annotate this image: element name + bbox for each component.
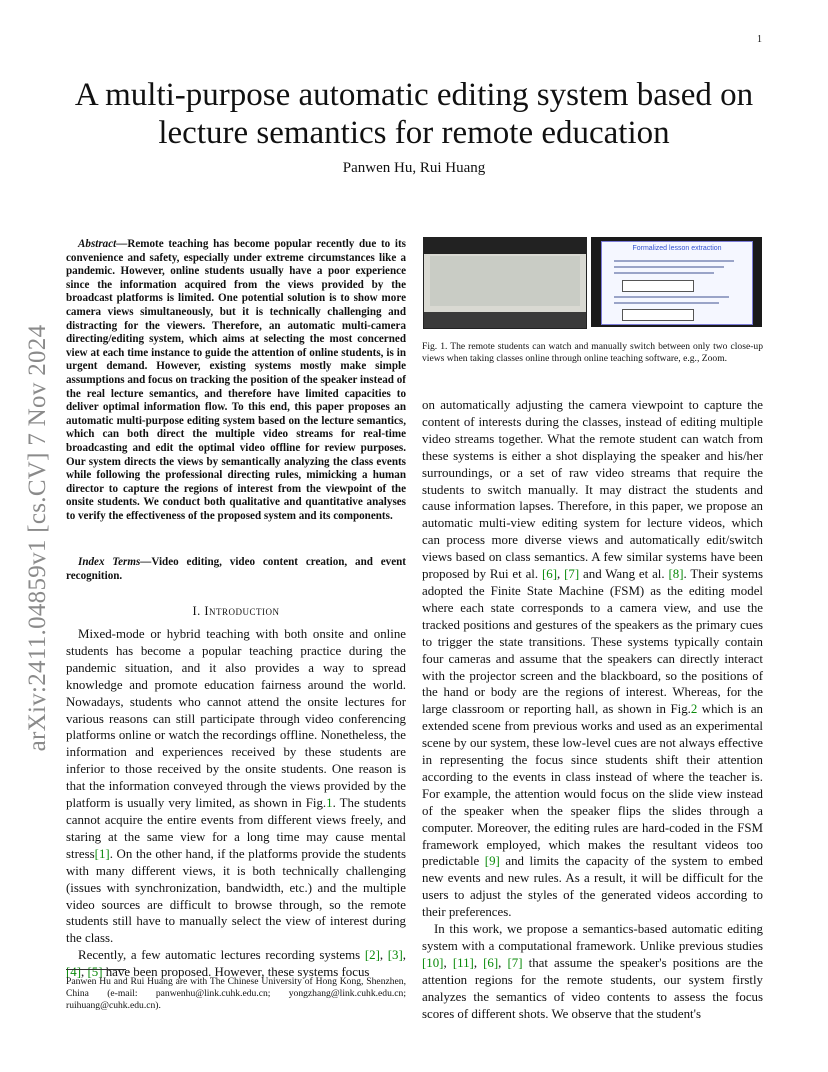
text-span: Mixed-mode or hybrid teaching with both onsite and online students has become a popular teaching practice during the pandemic situation, and it also provides a way to spread knowledge and promote education fairness around the world. Nowadays, students who cannot attend the onsite lectures for various reasons can still participate through video conferencing platforms online or watch the recordings offline. Nonetheless, the information and experiences received by these students are inferior to those received by the onsite students. One reason is that the information conveyed through the views provided by the platform is usually very limited, as shown in Fig. — [66, 627, 406, 811]
slide-code-box — [622, 309, 694, 321]
citation-link[interactable]: [1] — [94, 846, 110, 861]
right-paragraph-2 — [422, 921, 763, 1022]
text-span: , — [473, 955, 484, 970]
footnote: Panwen Hu and Rui Huang are with The Chinese University of Hong Kong, Shenzhen, China (e-mail: panwenhu@link.cuhk.edu.cn; yongzhang@link.cuhk.edu.cn; ruihuang@cuhk.edu.cn). — [66, 976, 406, 1012]
text-span: . Their systems adopted the Finite State Machine (FSM) as the editing model where each state corresponds to a camera view, and use the tracked positions and gestures of the speakers as the primary cues to trigger the state transitions. These systems typically contain four cameras and assume that the speakers can directly interact with the projector screen and the blackboard, so the positions of the hand or body are the regions of interest. Whereas, for the large classroom or reporting hall, as shown in Fig. — [422, 567, 763, 717]
text-span: and limits the capacity of the system to embed new events and new rules. As a result, it will be difficult for the users to adjust the styles of the generated videos according to their preferences. — [422, 854, 763, 920]
intro-column — [66, 626, 406, 981]
abstract-text: Remote teaching has become popular recently due to its convenience and safety, especially under extreme circumstances like a pandemic. However, online students usually have a poor experience since the information acquired from the views provided by the broadcast platforms is limited. One potential solution is to show more camera views simultaneously, but it is technically challenging and distracting for the viewers. Therefore, an automatic multi-camera directing/editing system, which aims at selecting the most concerned view at each time instance to guide the attention of online students, is in urgent demand. However, existing systems mostly make simple assumptions and focus on tracking the position of the speaker instead of the real lecture semantics, and therefore have limited capacities to deliver optimal information flow. To this end, this paper proposes an automatic multi-purpose editing system based on the lecture semantics, which can both direct the multiple video streams for real-time broadcasting and edit the optimal video offline for review purposes. Our system directs the views by semantically analyzing the class events while following the professional directing rules, mimicking a human director to capture the regions of interest from the viewpoint of the onsite students. We conduct both qualitative and quantitative analyses to verify the effectiveness of the proposed system and its components. — [66, 238, 406, 522]
abstract-label: Abstract— — [78, 238, 128, 250]
text-span: , — [379, 948, 388, 963]
index-terms-text: Video editing, video content creation, and event recognition. — [66, 556, 406, 582]
citation-link[interactable]: [8] — [668, 567, 684, 582]
citation-link[interactable]: [6] — [541, 567, 558, 582]
citation-link[interactable]: [11] — [452, 955, 474, 970]
slide-screen — [601, 241, 753, 325]
classroom-blackboard — [430, 256, 580, 306]
text-span: and Wang et al. — [579, 567, 669, 582]
index-terms-label: Index Terms— — [78, 556, 152, 568]
slide-text-line — [614, 260, 734, 262]
citation-link[interactable]: [6] — [483, 955, 499, 970]
slide-text-line — [614, 272, 714, 274]
paper-authors: Panwen Hu, Rui Huang — [342, 160, 486, 176]
figure-link[interactable]: 2 — [690, 702, 698, 717]
page-number: 1 — [757, 34, 762, 45]
classroom-ceiling — [424, 238, 586, 254]
paper-title: A multi-purpose automatic editing system based on lecture semantics for remote education — [74, 77, 754, 151]
slide-title: Formalized lesson extraction — [632, 245, 722, 252]
citation-link[interactable]: [7] — [564, 567, 580, 582]
text-span: on automatically adjusting the camera viewpoint to capture the content of interests during the classes, instead of editing multiple video streams together. What the remote student can watch from these systems is either a shot displaying the speaker and his/her surroundings, or a set of raw video streams that require the students to switch manually. It may distract the students and cause information lapses. Therefore, in this paper, we propose an automatic multi-view editing system for lecture videos, which can process more diverse views and automatically edit/switch views based on class semantics. A few similar systems have been proposed by Rui et al. — [422, 398, 763, 582]
text-span: that assume the speaker's positions are the attention regions for the remote students, our system firstly analyzes the semantics of video contents to assess the focus scores of different shots. We observe that the student's — [422, 955, 763, 1021]
footnote-rule — [66, 969, 126, 970]
text-span: , — [498, 955, 508, 970]
right-column — [422, 397, 763, 1023]
citation-link[interactable]: [2] — [364, 948, 380, 963]
section-heading: I. Introduction — [192, 604, 280, 618]
citation-link[interactable]: [7] — [507, 955, 523, 970]
abstract — [66, 238, 406, 523]
citation-link[interactable]: [9] — [484, 854, 500, 869]
text-span: Recently, a few automatic lectures recording systems — [78, 948, 365, 963]
figure-classroom-view — [423, 237, 587, 329]
classroom-floor — [424, 312, 586, 328]
citation-link[interactable]: [10] — [422, 955, 444, 970]
citation-link[interactable]: [4] — [66, 965, 82, 980]
text-span: . On the other hand, if the platforms provide the students with many different views, it is both technically challenging (issues with synchronization, bandwidth, etc.) and the multiple video sources are difficult to browse through, so the remote students still have to manually select the view of interest during the class. — [66, 846, 406, 946]
index-terms — [66, 556, 406, 583]
text-span: which is an extended scene from previous works and used as an experimental scene by our system, these low-level cues are not always effective in representing the focus since students shift their attention according to the events in class instead of where the teacher is. For example, the attention would focus on the slide view instead of the speaker when the speaker flips the slides through a computer. Moreover, the editing rules are hard-coded in the FSM framework employed, which makes the resultant videos too predictable — [422, 702, 763, 869]
figure-link[interactable]: 1 — [326, 796, 333, 811]
text-span: have been proposed. However, these systems focus — [102, 965, 370, 980]
text-span: , — [81, 965, 88, 980]
slide-text-line — [614, 266, 724, 268]
text-span: , — [557, 567, 565, 582]
text-span: , — [443, 955, 453, 970]
right-paragraph-1 — [422, 397, 763, 921]
citation-link[interactable]: [5] — [87, 965, 103, 980]
citation-link[interactable]: [3] — [387, 948, 403, 963]
figure-slide-view — [591, 237, 762, 327]
figure-caption: Fig. 1. The remote students can watch and manually switch between only two close-up views when taking classes online through online teaching software, e.g., Zoom. — [422, 341, 763, 365]
text-span: , — [402, 948, 406, 963]
intro-paragraph-1 — [66, 626, 406, 947]
text-span: . The students cannot acquire the entire events from different views freely, and staring at the same view for a long time may cause mental stress — [66, 796, 407, 861]
slide-text-line — [614, 296, 729, 298]
text-span: In this work, we propose a semantics-based automatic editing system with a computational framework. Unlike previous studies — [422, 922, 763, 953]
arxiv-watermark: arXiv:2411.04859v1 [cs.CV] 7 Nov 2024 — [24, 324, 51, 752]
slide-text-line — [614, 302, 719, 304]
slide-code-box — [622, 280, 694, 292]
